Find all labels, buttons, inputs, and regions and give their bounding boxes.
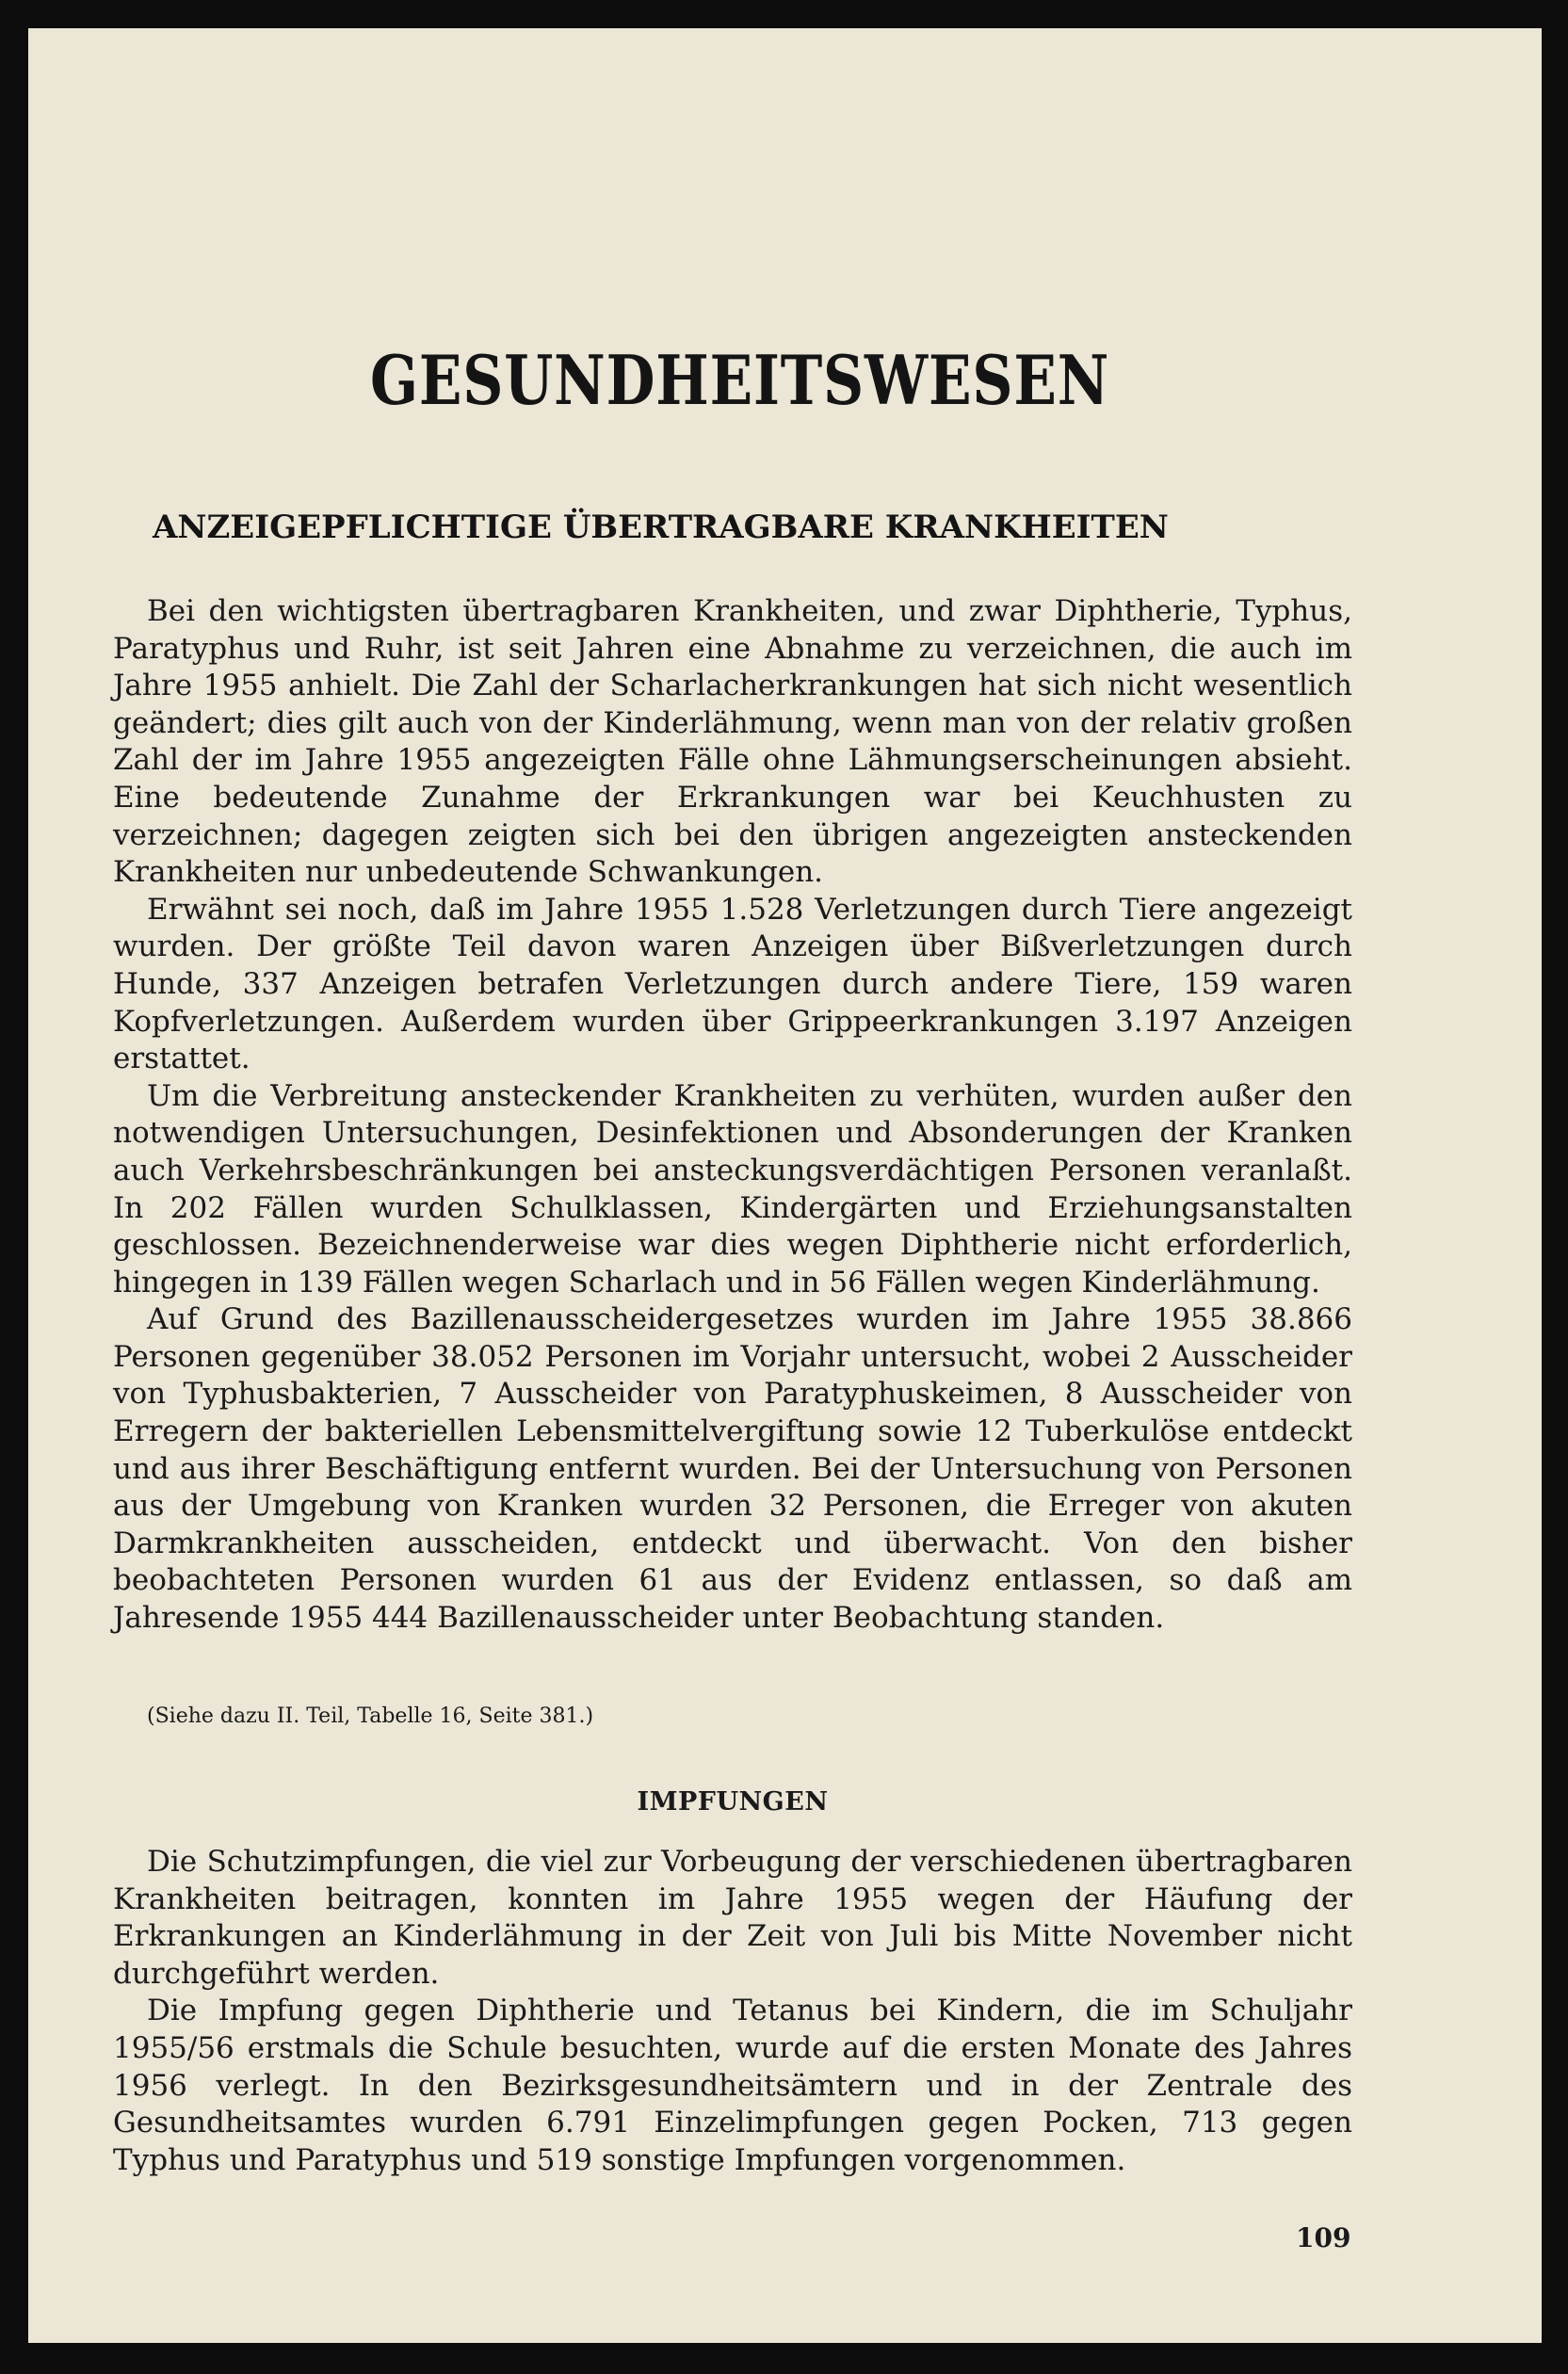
- section-body: [113, 593, 1352, 1638]
- section-heading: ANZEIGEPFLICHTIGE ÜBERTRAGBARE KRANKHEITEN: [153, 509, 1169, 546]
- paragraph: Bei den wichtigsten übertragbaren Krankheiten, und zwar Diphtherie, Typhus, Paratyphus und Ruhr, ist seit Jahren eine Abnahme zu verzeichnen, die auch im Jahre 1955 anhielt. Die Zahl der Scharlacherkrankungen hat sich nicht wesentlich geändert; dies gilt auch von der Kinderlähmung, wenn man von der relativ großen Zahl der im Jahre 1955 angezeigten Fälle ohne Lähmungserscheinungen absieht. Eine bedeutende Zunahme der Erkrankungen war bei Keuchhusten zu verzeichnen; dagegen zeigten sich bei den übrigen angezeigten ansteckenden Krankheiten nur unbedeutende Schwankungen.: [113, 594, 1352, 890]
- subsection-heading: IMPFUNGEN: [637, 1787, 829, 1817]
- paragraph: Die Impfung gegen Diphtherie und Tetanus bei Kindern, die im Schuljahr 1955/56 erstmals die Schule besuchten, wurde auf die ersten Monate des Jahres 1956 verlegt. In den Bezirksgesundheitsämtern und in der Zentrale des Gesundheitsamtes wurden 6.791 Einzelimpfungen gegen Pocken, 713 gegen Typhus und Paratyphus und 519 sonstige Impfungen vorgenommen.: [113, 1994, 1352, 2177]
- page-number: 109: [1296, 2222, 1351, 2253]
- table-reference-note: (Siehe dazu II. Teil, Tabelle 16, Seite 381.): [147, 1704, 594, 1728]
- page-title: GESUNDHEITSWESEN: [370, 340, 1110, 420]
- paragraph: Um die Verbreitung ansteckender Krankheiten zu verhüten, wurden außer den notwendigen Untersuchungen, Desinfektionen und Absonderungen der Kranken auch Verkehrsbeschränkungen bei ansteckungsverdächtigen Personen veranlaßt. In 202 Fällen wurden Schulklassen, Kindergärten und Erziehungsanstalten geschlossen. Bezeichnenderweise war dies wegen Diphtherie nicht erforderlich, hingegen in 139 Fällen wegen Scharlach und in 56 Fällen wegen Kinderlähmung.: [113, 1078, 1352, 1300]
- paragraph: Erwähnt sei noch, daß im Jahre 1955 1.528 Verletzungen durch Tiere angezeigt wurden. Der größte Teil davon waren Anzeigen über Bißverletzungen durch Hunde, 337 Anzeigen betrafen Verletzungen durch andere Tiere, 159 waren Kopfverletzungen. Außerdem wurden über Grippeerkrankungen 3.197 Anzeigen erstattet.: [113, 892, 1352, 1076]
- subsection-body: [113, 1844, 1352, 2179]
- document-page: [28, 28, 1542, 2343]
- paragraph: Auf Grund des Bazillenausscheidergesetzes wurden im Jahre 1955 38.866 Personen gegenüber 38.052 Personen im Vorjahr untersucht, wobei 2 Ausscheider von Typhusbakterien, 7 Ausscheider von Paratyphuskeimen, 8 Ausscheider von Erregern der bakteriellen Lebensmittelvergiftung sowie 12 Tuberkulöse entdeckt und aus ihrer Beschäftigung entfernt wurden. Bei der Untersuchung von Personen aus der Umgebung von Kranken wurden 32 Personen, die Erreger von akuten Darmkrankheiten ausscheiden, entdeckt und überwacht. Von den bisher beobachteten Personen wurden 61 aus der Evidenz entlassen, so daß am Jahresende 1955 444 Bazillenausscheider unter Beobachtung standen.: [113, 1302, 1352, 1636]
- paragraph: Die Schutzimpfungen, die viel zur Vorbeugung der verschiedenen übertragbaren Krankheiten beitragen, konnten im Jahre 1955 wegen der Häufung der Erkrankungen an Kinderlähmung in der Zeit von Juli bis Mitte November nicht durchgeführt werden.: [113, 1845, 1352, 1991]
